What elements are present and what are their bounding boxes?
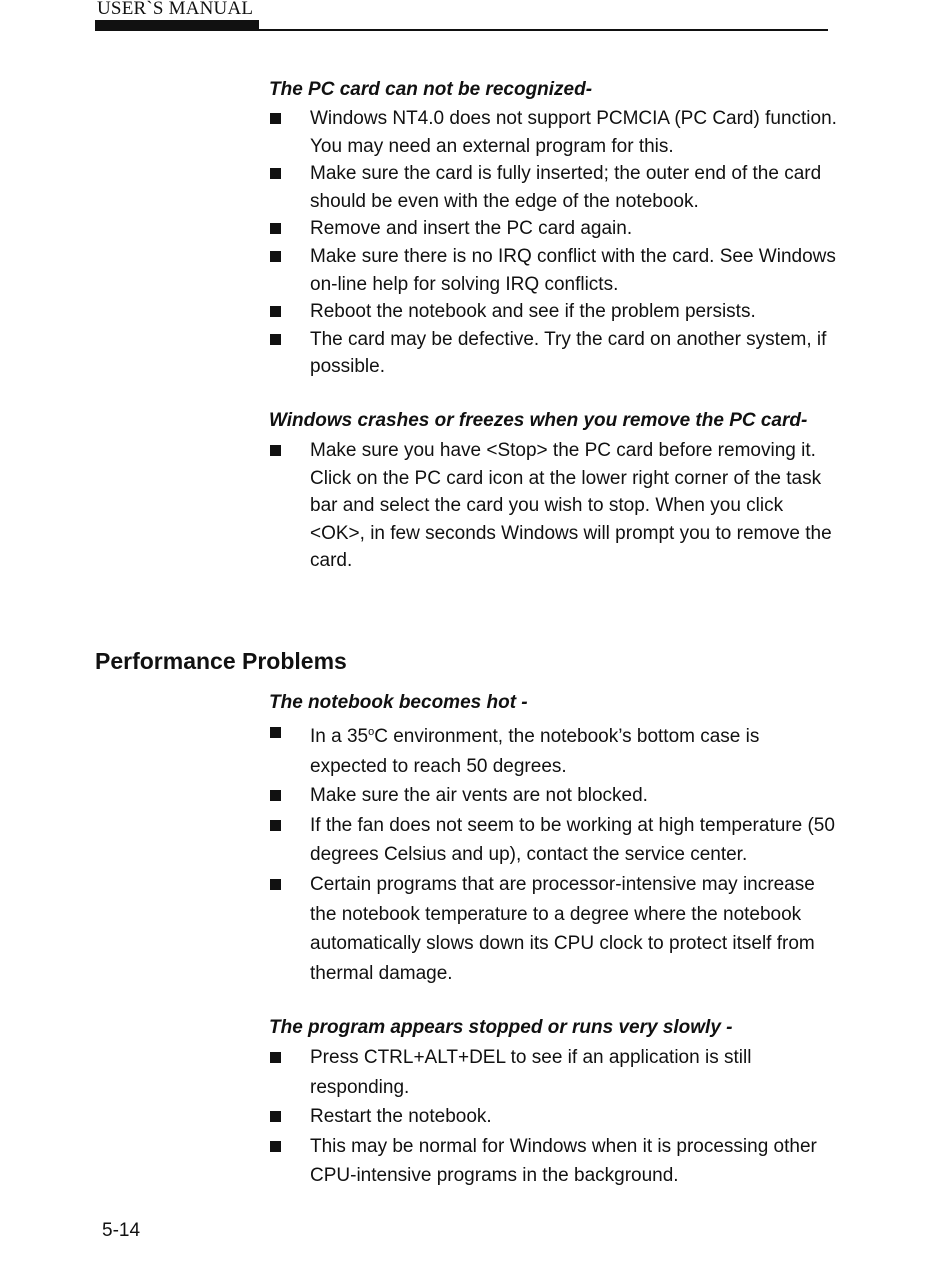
- list-item-text: Make sure there is no IRQ conflict with the card. See Windows on-line help for solving IRQ conflicts.: [310, 245, 836, 295]
- list-item: [269, 1132, 839, 1191]
- bullet-square-icon: [270, 334, 281, 345]
- program-stopped-list: [269, 1043, 839, 1191]
- subheading-pc-card-not-recognized: The PC card can not be recognized-: [269, 79, 593, 100]
- bullet-square-icon: [270, 113, 281, 124]
- list-item: [269, 781, 839, 811]
- section-heading-performance: Performance Problems: [95, 648, 347, 674]
- list-item-text: Make sure the air vents are not blocked.: [310, 785, 648, 807]
- list-item-text: Windows NT4.0 does not support PCMCIA (PC Card) function. You may need an external program for this.: [310, 108, 837, 157]
- list-item: [269, 437, 839, 575]
- subheading-program-stopped: The program appears stopped or runs very slowly -: [269, 1017, 733, 1038]
- list-item: [269, 326, 839, 381]
- list-item-text: The card may be defective. Try the card on another system, if possible.: [310, 328, 827, 378]
- list-item-text: If the fan does not seem to be working at high temperature (50 degrees Celsius and up), contact the service center.: [310, 814, 835, 866]
- list-item-text: Restart the notebook.: [310, 1106, 492, 1128]
- bullet-square-icon: [270, 1141, 281, 1152]
- bullet-square-icon: [270, 820, 281, 831]
- page-number: 5-14: [102, 1220, 141, 1241]
- bullet-square-icon: [270, 251, 281, 262]
- list-item-text: Press CTRL+ALT+DEL to see if an application is still responding.: [310, 1047, 752, 1098]
- subheading-windows-crashes: Windows crashes or freezes when you remove the PC card-: [269, 410, 808, 431]
- bullet-square-icon: [270, 727, 281, 738]
- list-item: [269, 215, 839, 243]
- text-part: C environment, the notebook’s bottom case is expected to reach 50 degrees.: [310, 726, 760, 777]
- list-item-text: Certain programs that are processor-intensive may increase the notebook temperature to a degree where the notebook automatically slows down its CPU clock to protect itself from thermal damage.: [310, 873, 815, 984]
- windows-crashes-list: [269, 437, 839, 575]
- notebook-hot-list: [269, 718, 839, 988]
- list-item: [269, 1102, 839, 1132]
- bullet-square-icon: [270, 1111, 281, 1122]
- bullet-square-icon: [270, 790, 281, 801]
- list-item: [269, 243, 839, 298]
- bullet-square-icon: [270, 879, 281, 890]
- list-item-text: Make sure you have <Stop> the PC card before removing it. Click on the PC card icon at the lower right corner of the task bar and select the card you wish to stop. When you click <OK>, in few seconds Windows will prompt you to remove the card.: [310, 440, 832, 572]
- list-item: [269, 1043, 839, 1102]
- list-item-text: Make sure the card is fully inserted; the outer end of the card should be even with the edge of the notebook.: [310, 163, 822, 212]
- bullet-square-icon: [270, 223, 281, 234]
- pc-card-not-recognized-list: [269, 105, 839, 381]
- subheading-notebook-hot: The notebook becomes hot -: [269, 692, 528, 713]
- bullet-square-icon: [270, 306, 281, 317]
- list-item: [269, 811, 839, 870]
- bullet-square-icon: [270, 168, 281, 179]
- bullet-square-icon: [270, 1052, 281, 1063]
- list-item-text: Reboot the notebook and see if the problem persists.: [310, 301, 756, 323]
- text-part: In a 35: [310, 726, 369, 747]
- list-item-text: Remove and insert the PC card again.: [310, 218, 633, 240]
- list-item: [269, 718, 839, 781]
- header-rule: [259, 29, 828, 31]
- list-item: [269, 870, 839, 988]
- list-item: [269, 298, 839, 326]
- bullet-square-icon: [270, 445, 281, 456]
- header-bar: [95, 20, 259, 31]
- list-item: [269, 160, 839, 215]
- list-item: [269, 105, 839, 160]
- degree-superscript: o: [368, 726, 375, 738]
- header-label: USER`S MANUAL: [97, 0, 254, 19]
- list-item-text: [310, 726, 759, 777]
- list-item-text: This may be normal for Windows when it is processing other CPU-intensive programs in the background.: [310, 1135, 817, 1187]
